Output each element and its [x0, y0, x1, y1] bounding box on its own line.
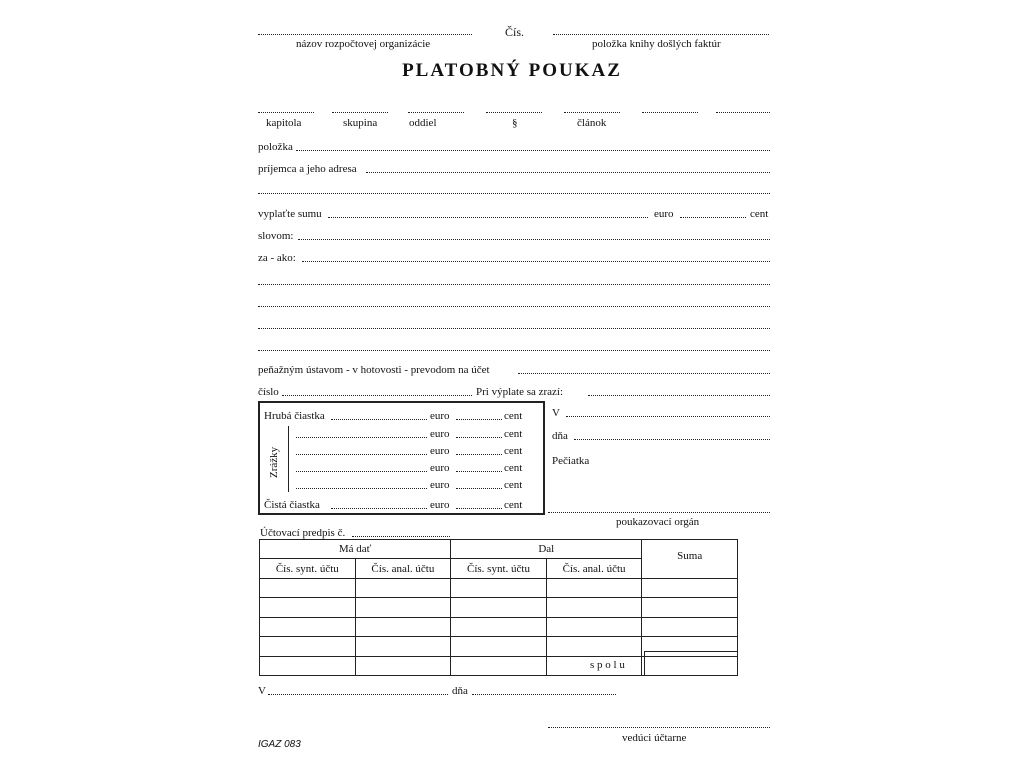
footer-place-line[interactable] — [268, 694, 448, 695]
dal-header: Dal — [451, 540, 642, 559]
address-line[interactable] — [258, 193, 770, 194]
zrazka-euro-2: euro — [430, 445, 450, 457]
hruba-cent: cent — [504, 410, 523, 422]
hruba-euro: euro — [430, 410, 450, 422]
extra-line-1[interactable] — [642, 112, 698, 113]
zrazka-cent-line-2[interactable] — [456, 454, 502, 455]
footer-date-line[interactable] — [472, 694, 616, 695]
slovom-label: slovom: — [258, 230, 294, 242]
za-ako-label: za - ako: — [258, 252, 296, 264]
suma-header: Suma — [642, 540, 738, 579]
hruba-cent-line[interactable] — [456, 419, 502, 420]
spolu-label: s p o l u — [590, 659, 625, 671]
pri-vyplate-line[interactable] — [588, 395, 770, 396]
zrazka-cent-4: cent — [504, 479, 523, 491]
cista-cent-line[interactable] — [456, 508, 502, 509]
footer-date-label: dňa — [452, 685, 468, 697]
clanok-line[interactable] — [564, 112, 620, 113]
polozka-line[interactable] — [296, 150, 770, 151]
skupina-label: skupina — [343, 117, 378, 129]
paragraph-label: § — [512, 117, 518, 129]
ma-dat-anal-header: Čís. anal. účtu — [355, 559, 451, 578]
zrazka-cent-2: cent — [504, 445, 523, 457]
page-title: PLATOBNÝ POUKAZ — [402, 60, 622, 81]
purpose-line-2[interactable] — [258, 306, 770, 307]
hruba-line[interactable] — [331, 419, 427, 420]
form-code: IGAZ 083 — [258, 739, 301, 750]
place-label: V — [552, 407, 560, 419]
payment-method-line[interactable] — [518, 373, 770, 374]
zrazka-line-4[interactable] — [296, 488, 427, 489]
ma-dat-synt-header: Čís. synt. účtu — [260, 559, 356, 578]
cista-euro: euro — [430, 499, 450, 511]
ma-dat-header: Má dať — [260, 540, 451, 559]
cislo-line[interactable] — [282, 395, 472, 396]
skupina-line[interactable] — [332, 112, 388, 113]
oddiel-label: oddiel — [409, 117, 437, 129]
hruba-label: Hrubá čiastka — [264, 410, 325, 422]
date-line[interactable] — [574, 439, 770, 440]
zrazka-cent-3: cent — [504, 462, 523, 474]
kapitola-line[interactable] — [258, 112, 314, 113]
paragraph-line[interactable] — [486, 112, 542, 113]
clanok-label: článok — [577, 117, 607, 129]
payment-method-label: peňažným ústavom - v hotovosti - prevodom na účet — [258, 364, 490, 376]
cislo-label: číslo — [258, 386, 279, 398]
pri-vyplate-label: Pri výplate sa zrazí: — [476, 386, 564, 398]
zrazka-euro-3: euro — [430, 462, 450, 474]
purpose-line-3[interactable] — [258, 328, 770, 329]
peciatka-label: Pečiatka — [552, 455, 590, 467]
org-line[interactable] — [258, 34, 472, 35]
zrazka-cent-line-3[interactable] — [456, 471, 502, 472]
zrazka-euro-1: euro — [430, 428, 450, 440]
cis-label: Čís. — [505, 25, 525, 39]
book-line[interactable] — [553, 34, 769, 35]
zrazka-cent-1: cent — [504, 428, 523, 440]
oddiel-line[interactable] — [408, 112, 464, 113]
polozka-label: položka — [258, 141, 293, 153]
kapitola-label: kapitola — [266, 117, 302, 129]
book-label: položka knihy došlých faktúr — [592, 38, 721, 50]
zrazka-line-3[interactable] — [296, 471, 427, 472]
table-row — [260, 598, 738, 617]
zrazka-cent-line-1[interactable] — [456, 437, 502, 438]
cista-label: Čistá čiastka — [264, 499, 320, 511]
amount-line[interactable] — [328, 217, 648, 218]
vyplatte-label: vyplaťte sumu — [258, 208, 322, 220]
purpose-line-4[interactable] — [258, 350, 770, 351]
zrazky-label: Zrážky — [268, 446, 280, 478]
cista-line[interactable] — [331, 508, 427, 509]
place-line[interactable] — [566, 416, 770, 417]
cent-line[interactable] — [680, 217, 746, 218]
veduci-label: vedúci účtarne — [622, 732, 687, 744]
table-row — [260, 578, 738, 597]
zrazka-line-2[interactable] — [296, 454, 427, 455]
zrazka-line-1[interactable] — [296, 437, 427, 438]
dal-synt-header: Čís. synt. účtu — [451, 559, 547, 578]
predpis-line[interactable] — [352, 536, 450, 537]
footer-place-label: V — [258, 685, 266, 697]
organ-label: poukazovací orgán — [616, 516, 700, 528]
cent-label: cent — [750, 208, 769, 220]
organ-line[interactable] — [548, 512, 770, 513]
zrazky-bracket — [288, 426, 289, 492]
org-label: názov rozpočtovej organizácie — [296, 38, 431, 50]
cista-cent: cent — [504, 499, 523, 511]
date-label: dňa — [552, 430, 568, 442]
prijemca-line[interactable] — [366, 172, 770, 173]
zrazka-cent-line-4[interactable] — [456, 488, 502, 489]
spolu-box[interactable] — [644, 651, 738, 676]
table-row — [260, 617, 738, 636]
predpis-label: Účtovací predpis č. — [260, 527, 346, 539]
prijemca-label: príjemca a jeho adresa — [258, 163, 357, 175]
zrazka-euro-4: euro — [430, 479, 450, 491]
dal-anal-header: Čís. anal. účtu — [546, 559, 642, 578]
za-ako-line[interactable] — [302, 261, 770, 262]
euro-label: euro — [654, 208, 674, 220]
extra-line-2[interactable] — [716, 112, 770, 113]
purpose-line-1[interactable] — [258, 284, 770, 285]
signature-line[interactable] — [548, 727, 770, 728]
slovom-line[interactable] — [298, 239, 770, 240]
